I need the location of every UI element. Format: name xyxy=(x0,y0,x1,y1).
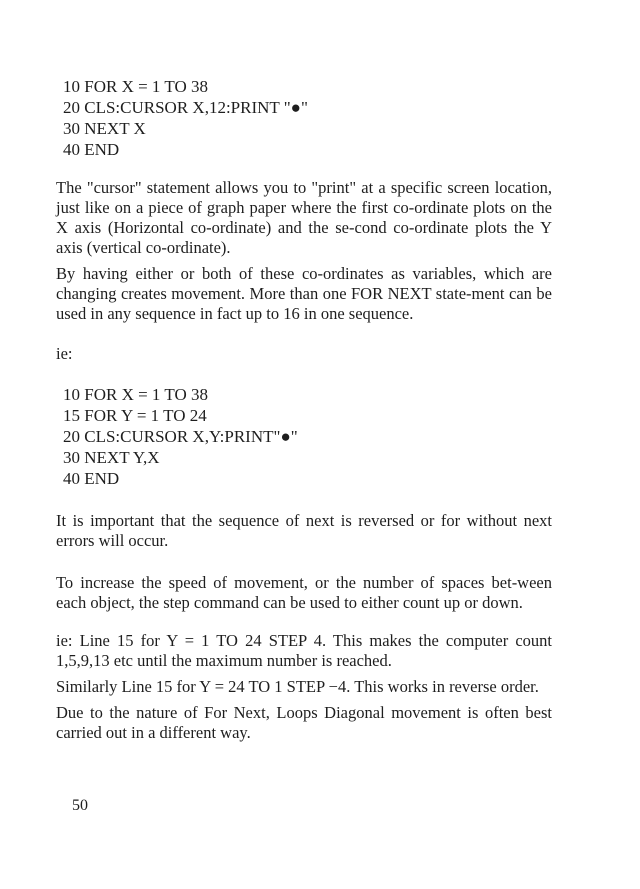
code-line: 20 CLS:CURSOR X,Y:PRINT"●" xyxy=(63,427,298,446)
code-line: 15 FOR Y = 1 TO 24 xyxy=(63,406,207,425)
code-line: 40 END xyxy=(63,140,120,159)
page-content xyxy=(56,72,552,743)
paragraph-diagonal: Due to the nature of For Next, Loops Diagonal movement is often best carried out in a different way. xyxy=(56,703,552,742)
page-number: 50 xyxy=(72,797,88,814)
code-line: 20 CLS:CURSOR X,12:PRINT "●" xyxy=(63,98,308,117)
paragraph-important: It is important that the sequence of next is reversed or for without next errors will occur. xyxy=(56,511,552,550)
paragraph-speed: To increase the speed of movement, or the number of spaces bet-ween each object, the step command can be used to either count up or down. xyxy=(56,573,552,612)
paragraph-variables: By having either or both of these co-ordinates as variables, which are changing creates movement. More than one FOR NEXT state-ment can be used in any sequence in fact up to 16 in one sequence. xyxy=(56,264,552,323)
paragraph-step-up: ie: Line 15 for Y = 1 TO 24 STEP 4. This makes the computer count 1,5,9,13 etc until the maximum number is reached. xyxy=(56,631,552,670)
code-line: 30 NEXT Y,X xyxy=(63,448,160,467)
code-line: 10 FOR X = 1 TO 38 xyxy=(63,77,208,96)
paragraph-cursor: The "cursor" statement allows you to "print" at a specific screen location, just like on a piece of graph paper where the first co-ordinate plots on the X axis (Horizontal co-ordinate) and the se-cond co-ordinate plots the Y axis (vertical co-ordinate). xyxy=(56,178,552,257)
code-line: 30 NEXT X xyxy=(63,119,146,138)
code-block-2 xyxy=(63,384,552,489)
code-line: 40 END xyxy=(63,469,120,488)
code-line: 10 FOR X = 1 TO 38 xyxy=(63,385,208,404)
ie-label: ie: xyxy=(56,344,73,363)
code-block-1 xyxy=(63,76,552,160)
paragraph-step-down: Similarly Line 15 for Y = 24 TO 1 STEP −4. This works in reverse order. xyxy=(56,677,539,696)
